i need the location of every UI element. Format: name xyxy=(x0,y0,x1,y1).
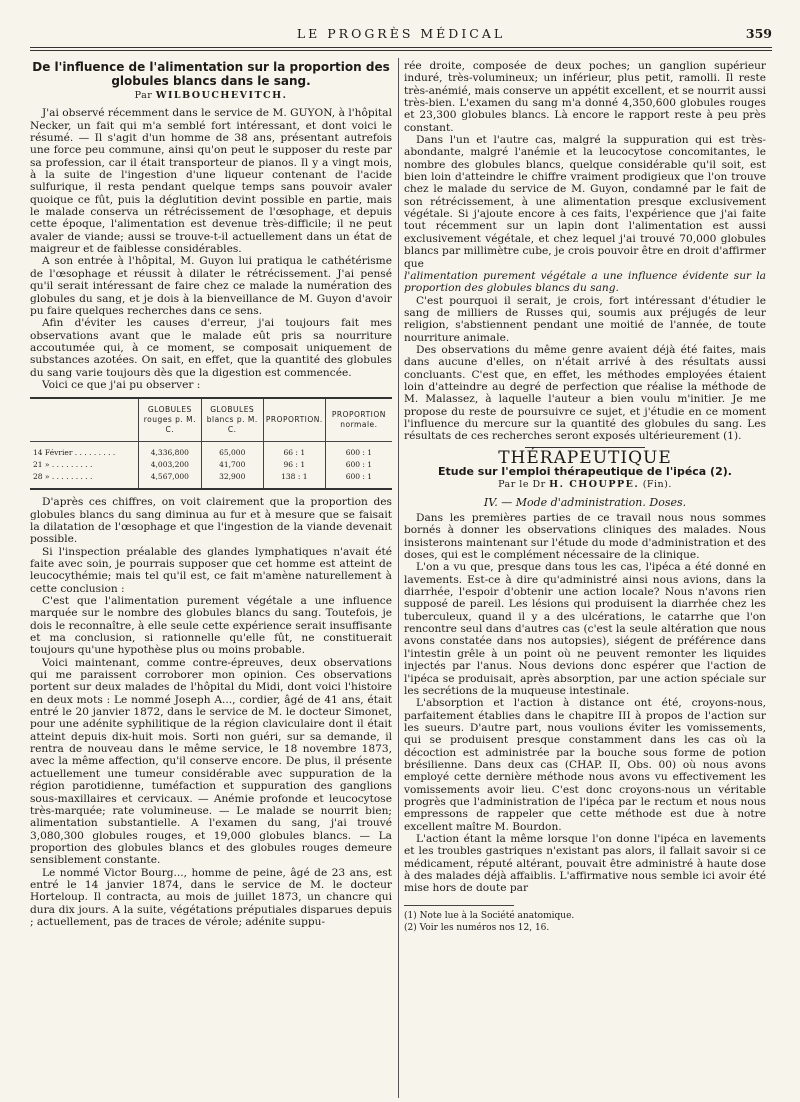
table-header xyxy=(30,398,139,442)
table-cell: 96 : 1 xyxy=(263,459,325,471)
chapter-heading: IV. — Mode d'administration. Doses. xyxy=(483,495,687,509)
paragraph: C'est que l'alimentation purement végétale a une influence marquée sur le nombre des globules blancs du sang. Toutefois, je dois le reconnaître, à elle seule cette expérience serait insuffisante et ma conclusion, si rationnelle qu'elle fût, ne constituerait toujours qu'une hypothèse plus ou moins probable. xyxy=(30,595,392,657)
table-header: GLOBULES rouges p. M. C. xyxy=(139,398,202,442)
article-title: Etude sur l'emploi thérapeutique de l'ipéca (2). xyxy=(438,465,732,478)
paragraph: C'est pourquoi il serait, je crois, fort intéressant d'étudier le sang de milliers de Russes qui, soumis aux préjugés de leur religion, s'abstiennent pendant une moitié de l'année, de toute nourriture animale. xyxy=(404,294,766,344)
header-rule xyxy=(30,47,772,48)
footnote: (1) Note lue à la Société anatomique. xyxy=(404,910,575,921)
paragraph: L'absorption et l'action à distance ont été, croyons-nous, parfaitement établies dans le chapitre III à propos de l'action sur les sueurs. D'autre part, nous voulions éviter les vomissements, qui se produisent presque constamment dans les cas où la décoction est administrée par la bouche sous forme de potion brésilienne. Dans deux cas (CHAP. II, Obs. 00) où nous avons employé cette dernière méthode nous avons vu effectivement les vomissements avoir lieu. C'est donc croyons-nous un véritable progrès que l'administration de l'ipéca par le rectum et nous nous empressons de rappeler que cette méthode est due à notre excellent maître M. Bourdon. xyxy=(404,697,766,833)
footnote: (2) Voir les numéros nos 12, 16. xyxy=(404,922,550,933)
table-cell: 600 : 1 xyxy=(325,442,392,460)
table-cell: 32,900 xyxy=(201,471,263,489)
table-row xyxy=(30,459,392,471)
paragraph: L'action étant la même lorsque l'on donne l'ipéca en lavements et les troubles gastriques n'existant pas alors, il fallait savoir si ce médicament, réputé altérant, pouvait être administré à haute dose à des malades déjà affaiblis. L'affirmative nous semble ici avoir été mise hors de doute par xyxy=(404,832,766,895)
table-cell: 21 » . . . . . . . . . xyxy=(33,460,93,470)
table-cell: 66 : 1 xyxy=(263,442,325,460)
paragraph: Si l'inspection préalable des glandes lymphatiques n'avait été faite avec soin, je pourrais supposer que cet homme est atteint de leucocythémie; mais tel qu'il est, ce fait m'amène naturellement à cette conclusion : xyxy=(30,545,392,595)
byline-prefix: Par le Dr xyxy=(498,479,546,491)
article-byline xyxy=(30,90,392,102)
page-number: 359 xyxy=(745,26,772,41)
table-cell: 600 : 1 xyxy=(325,471,392,489)
table-cell: 4,336,800 xyxy=(139,442,202,460)
paragraph: rée droite, composée de deux poches; un ganglion supérieur induré, très-volumineux; un inférieur, plus petit, ramolli. Il reste très-anémié, mais conserve un appétit excellent, et se nourrit aussi très-bien. L'examen du sang m'a donné 4,350,600 globules rouges et 23,300 globules blancs. Là encore le rapport reste à peu près constant. xyxy=(404,60,766,134)
journal-title: LE PROGRÈS MÉDICAL xyxy=(296,26,506,41)
table-cell: 28 » . . . . . . . . . xyxy=(30,471,139,489)
paragraph: D'après ces chiffres, on voit clairement que la proportion des globules blancs du sang diminua au fur et à mesure que se faisait la dilatation de l'œsophage et que l'ingestion de la viande devenait possible. xyxy=(30,496,392,546)
header-rule-double xyxy=(30,50,772,51)
table-cell: 41,700 xyxy=(201,459,263,471)
section-heading: THÉRAPEUTIQUE xyxy=(498,447,672,468)
paragraph: Des observations du même genre avaient déjà été faites, mais dans aucune d'elles, on n'était arrivé à des résultats aussi concluants. C'est que, en effet, les méthodes employées étaient loin d'atteindre au degré de perfection que réalise la méthode de M. Malassez, à laquelle l'auteur a bien voulu m'initier. Je me propose du reste de poursuivre ce sujet, et j'étudie en ce moment l'influence du mercure sur la quantité des globules du sang. Les résultats de ces recherches seront exposés ultérieurement (1). xyxy=(404,343,766,443)
table-cell: 14 Février . . . . . . . . . xyxy=(33,448,116,458)
column-divider xyxy=(398,58,399,1098)
paragraph: Voici ce que j'ai pu observer : xyxy=(42,378,201,391)
table-row xyxy=(30,442,392,460)
paragraph: Voici maintenant, comme contre-épreuves, deux observations qui me paraissent corroborer mon opinion. Ces observations portent sur deux malades de l'hôpital du Midi, dont voici l'histoire en deux mots : Le nommé Joseph A..., cordier, âgé de 41 ans, était entré le 20 janvier 1872, dans le service de M. le docteur Simonet, pour une adénite syphilitique de la région claviculaire dont il était atteint depuis dix-huit mois. Sorti non guéri, sur sa demande, il rentra de nouveau dans le même service, le 18 novembre 1873, avec la même affection, qu'il conserve encore. De plus, il présente actuellement une tumeur considérable avec suppuration de la région parotidienne, tuméfaction et suppuration des ganglions sous-maxillaires et cervicaux. — Anémie profonde et leucocytose très-marquée; rate volumineuse. — Le malade se nourrit bien; alimentation substantielle. A l'examen du sang, j'ai trouvé 3,080,300 globules rouges, et 19,000 globules blancs. — La proportion des globules blancs et des globules rouges demeure sensiblement constante. xyxy=(30,656,392,867)
table-header: GLOBULES blancs p. M. C. xyxy=(201,398,263,442)
table-cell: 4,567,000 xyxy=(139,471,202,489)
paragraph: L'on a vu que, presque dans tous les cas, l'ipéca a été donné en lavements. Est-ce à dire qu'administré ainsi nous avions, dans la diarrhée, l'espoir d'obtenir une action locale? Nous n'avons rien supposé de pareil. Les lésions qui produisent la diarrhée chez les tuberculeux, quand il y a des ulcérations, le catarrhe que l'on rencontre seul dans d'autres cas (c'est la seule altération que nous avons constatée dans nos autopsies), siégent de préférence dans l'intestin grêle à un point où ne peuvent remonter les liquides injectés par l'anus. Nous devions donc espérer que l'action de l'ipéca se produisait, après absorption, par une action spéciale sur les secrétions de la muqueuse intestinale. xyxy=(404,561,766,697)
left-column xyxy=(30,60,392,1100)
byline-suffix: (Fin). xyxy=(642,479,672,491)
footnotes xyxy=(404,905,575,934)
table-header: PROPORTION. xyxy=(263,398,325,442)
table-cell: 138 : 1 xyxy=(263,471,325,489)
table-row xyxy=(30,471,392,489)
paragraph: Dans l'un et l'autre cas, malgré la suppuration qui est très-abondante, malgré l'anémie et la leucocytose concomitantes, le nombre des globules blancs, quelque considérable qu'il soit, est bien loin d'atteindre le chiffre vraiment prodigieux que l'on trouve chez le malade du service de M. Guyon, condamné par le fait de son rétrécissement, à une alimentation presque exclusivement végétale. Si j'ajoute encore à ces faits, l'expérience que j'ai faite tout récemment sur un lapin dont l'alimentation est aussi exclusivement végétale, et chez lequel j'ai trouvé 70,000 globules blancs par millimètre cube, je crois pouvoir être en droit d'affirmer que xyxy=(404,134,766,270)
byline-prefix: Par xyxy=(134,90,153,101)
table-cell: 600 : 1 xyxy=(325,459,392,471)
right-column xyxy=(404,60,766,1100)
table-cell: 65,000 xyxy=(201,442,263,460)
paragraph: Dans les premières parties de ce travail nous nous sommes bornés à donner les observations cliniques des malades. Nous insisterons maintenant sur l'étude du mode d'administration et des doses, qui est le complément nécessaire de la clinique. xyxy=(404,512,766,562)
paragraph: Le nommé Victor Bourg..., homme de peine, âgé de 23 ans, est entré le 14 janvier 1874, dans le service de M. le docteur Horteloup. Il contracta, au mois de juillet 1873, un chancre qui dura dix jours. A la suite, végétations préputiales disparues depuis ; actuellement, pas de traces de vérole; adénite suppu- xyxy=(30,866,392,928)
page-header xyxy=(30,26,772,46)
conclusion-italic: l'alimentation purement végétale a une influence évidente sur la proportion des globules blancs du sang. xyxy=(404,269,766,295)
paragraph: Afin d'éviter les causes d'erreur, j'ai toujours fait mes observations avant que le malade eût pris sa nourriture accoutumée qui, à ce moment, se composait uniquement de substances azotées. On sait, en effet, que la quantité des globules du sang varie toujours dès que la digestion est commencée. xyxy=(30,317,392,379)
article-byline xyxy=(404,479,766,491)
paragraph: A son entrée à l'hôpital, M. Guyon lui pratiqua le cathétérisme de l'œsophage et réussit à dilater le rétrécissement. J'ai pensé qu'il serait intéressant de faire chez ce malade la numération des globules du sang, et je dois à la bienveillance de M. Guyon d'avoir pu faire quelques recherches dans ce sens. xyxy=(30,255,392,317)
table-cell: 4,003,200 xyxy=(139,459,202,471)
table-header-row xyxy=(30,398,392,442)
paragraph: J'ai observé récemment dans le service de M. GUYON, à l'hôpital Necker, un fait qui m'a semblé fort intéressant, et dont voici le résumé. — Il s'agit d'un homme de 38 ans, présentant autrefois une force peu commune, ainsi qu'on peut le supposer du reste par sa profession, car il était transporteur de pianos. Il y a vingt mois, à la suite de l'ingestion d'une liqueur contenant de l'acide sulfurique, il resta pendant quelque temps sans pouvoir avaler quoique ce fût, puis la déglutition devint possible en partie, mais le malade conserva un rétrécissement de l'œsophage, et depuis cette époque, l'alimentation est devenue très-difficile; il ne peut avaler de viande; aussi se trouve-t-il actuellement dans un état de maigreur et de faiblesse considérables. xyxy=(30,107,392,256)
blood-count-table xyxy=(30,397,392,490)
author-name: H. CHOUPPE. xyxy=(549,479,640,491)
article-title: De l'influence de l'alimentation sur la proportion des globules blancs dans le sang. xyxy=(32,60,390,88)
table-header: PROPORTION normale. xyxy=(325,398,392,442)
author-name: WILBOUCHEVITCH. xyxy=(155,90,288,101)
